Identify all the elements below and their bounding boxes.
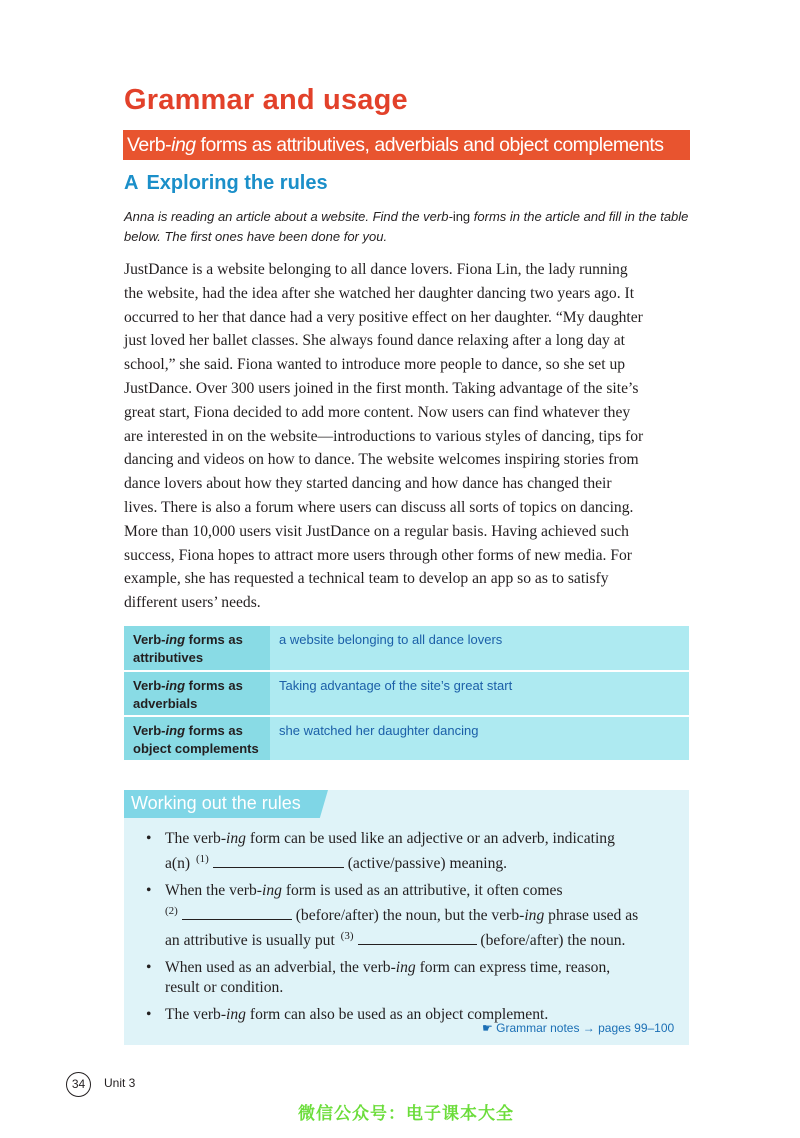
- blank-number: (2): [165, 905, 178, 917]
- section-letter: A: [124, 172, 139, 194]
- article-line: lives. There is also a forum where users can discuss all sorts of topics on dancing.: [124, 498, 634, 516]
- article-line: example, she has requested a technical team to develop an app so as to satisfy: [124, 570, 609, 588]
- instructions: [124, 207, 694, 247]
- rule-text: form can also be used as an object complement.: [245, 1006, 549, 1023]
- rule-text: The verb-: [165, 830, 227, 847]
- list-item: [146, 881, 686, 951]
- answer-blank[interactable]: [182, 906, 292, 920]
- article-line: dancing and videos on how to dance. The website welcomes inspiring stories from: [124, 451, 639, 469]
- row-header-ing: ing: [165, 723, 186, 738]
- row-header-type: adverbials: [133, 696, 198, 711]
- row-header-mid: forms as: [185, 678, 243, 693]
- row-header-pre: Verb-: [133, 678, 166, 693]
- article-line: More than 10,000 users visit JustDance on a regular basis. Having achieved such: [124, 522, 629, 540]
- article-line: JustDance is a website belonging to all dance lovers. Fiona Lin, the lady running: [124, 261, 628, 278]
- rules-list: [146, 829, 686, 1032]
- rule-text: phrase used as: [544, 907, 639, 924]
- row-header-pre: Verb-: [133, 723, 166, 738]
- banner-post: forms as attributives, adverbials and object complements: [195, 134, 664, 156]
- rule-text: form can express time, reason,: [415, 959, 611, 976]
- answer-blank[interactable]: [213, 854, 344, 868]
- grammar-notes-text: Grammar notes → pages 99–100: [496, 1021, 675, 1035]
- banner-ing: ing: [171, 134, 196, 156]
- unit-label: Unit 3: [104, 1076, 136, 1090]
- grammar-notes-link[interactable]: [482, 1021, 674, 1035]
- rule-text: form can be used like an adjective or an adverb, indicating: [245, 830, 615, 847]
- row-header-pre: Verb-: [133, 632, 166, 647]
- answer-blank[interactable]: [358, 931, 477, 945]
- section-a-heading: [124, 172, 328, 195]
- row-header-type: object complements: [133, 741, 259, 756]
- article-line: just loved her ballet classes. She always found dance relaxing after a long day at: [124, 332, 625, 350]
- rule-text: The verb-: [165, 1006, 227, 1023]
- table-row: [124, 716, 689, 761]
- section-banner: [123, 130, 690, 160]
- instr-part1: Anna is reading an article about a website. Find the verb-: [124, 209, 453, 224]
- article-line: great start, Fiona decided to add more content. Now users can find whatever they: [124, 403, 631, 421]
- rule-text: an attributive is usually put: [165, 932, 339, 949]
- row-header-type: attributives: [133, 650, 204, 665]
- article-line: occurred to her that dance had a very positive effect on her daughter. “My daughter: [124, 308, 643, 326]
- rule-line: [165, 881, 686, 901]
- article-line: success, Fiona hopes to attract more users through other forms of new media. For: [124, 546, 632, 564]
- article-line: different users’ needs.: [124, 594, 261, 612]
- rule-ing: ing: [226, 830, 246, 847]
- rule-line: [165, 849, 686, 874]
- article-text: [124, 258, 694, 615]
- table-row: [124, 626, 689, 671]
- rule-text: When used as an adverbial, the verb-: [165, 959, 396, 976]
- rule-text: (active/passive) meaning.: [343, 855, 508, 872]
- row-answer: a website belonging to all dance lovers: [270, 626, 689, 671]
- article-line: the website, had the idea after she watched her daughter dancing two years ago. It: [124, 284, 635, 302]
- instr-part2: forms in the article and fill in the table below. The first ones have been done for you.: [124, 209, 689, 244]
- row-header-ing: ing: [165, 678, 186, 693]
- watermark: 微信公众号：电子课本大全: [298, 1104, 514, 1124]
- row-header-mid: forms as: [185, 632, 243, 647]
- rule-line: [165, 829, 686, 849]
- rule-ing: ing: [395, 959, 416, 976]
- rule-text: (before/after) the noun.: [476, 932, 626, 949]
- page-title: Grammar and usage: [124, 84, 408, 116]
- rule-ing: ing: [261, 882, 282, 899]
- article-line: JustDance. Over 300 users joined in the first month. Taking advantage of the site’s: [124, 379, 639, 397]
- row-header-mid: forms as: [185, 723, 243, 738]
- pointing-hand-icon: ☛: [482, 1021, 493, 1035]
- blank-number: (1): [196, 853, 209, 865]
- instr-ing: ing: [452, 209, 471, 224]
- article-line: school,” she said. Fiona wanted to introduce more people to dance, so she set up: [124, 356, 626, 374]
- row-header: [124, 716, 270, 761]
- row-answer: she watched her daughter dancing: [270, 716, 689, 761]
- rule-text: (before/after) the noun, but the verb-: [291, 907, 525, 924]
- section-title: Exploring the rules: [146, 172, 328, 194]
- article-line: are interested in on the website—introductions to various styles of dancing, tips for: [124, 427, 644, 445]
- rule-ing: ing: [226, 1006, 246, 1023]
- rule-line: [165, 901, 686, 926]
- rule-text: a(n): [165, 855, 195, 872]
- verb-ing-table: [124, 626, 689, 762]
- article-line: dance lovers about how they started dancing and how dance has changed their: [124, 475, 612, 493]
- working-rules-title: Working out the rules: [131, 793, 301, 813]
- row-header: [124, 626, 270, 671]
- rule-line: result or condition.: [165, 979, 284, 996]
- page-number: 34: [66, 1072, 91, 1097]
- rule-line: [165, 958, 686, 978]
- blank-number: (3): [340, 930, 354, 942]
- list-item: [146, 958, 686, 998]
- list-item: [146, 829, 686, 874]
- table-row: [124, 671, 689, 716]
- rule-text: When the verb-: [165, 882, 262, 899]
- rule-text: form is used as an attributive, it often comes: [281, 882, 563, 899]
- row-header: [124, 671, 270, 716]
- row-header-ing: ing: [165, 632, 186, 647]
- rule-ing: ing: [524, 907, 545, 924]
- banner-pre: Verb-: [127, 134, 172, 156]
- rule-line: [165, 926, 686, 951]
- row-answer: Taking advantage of the site’s great start: [270, 671, 689, 716]
